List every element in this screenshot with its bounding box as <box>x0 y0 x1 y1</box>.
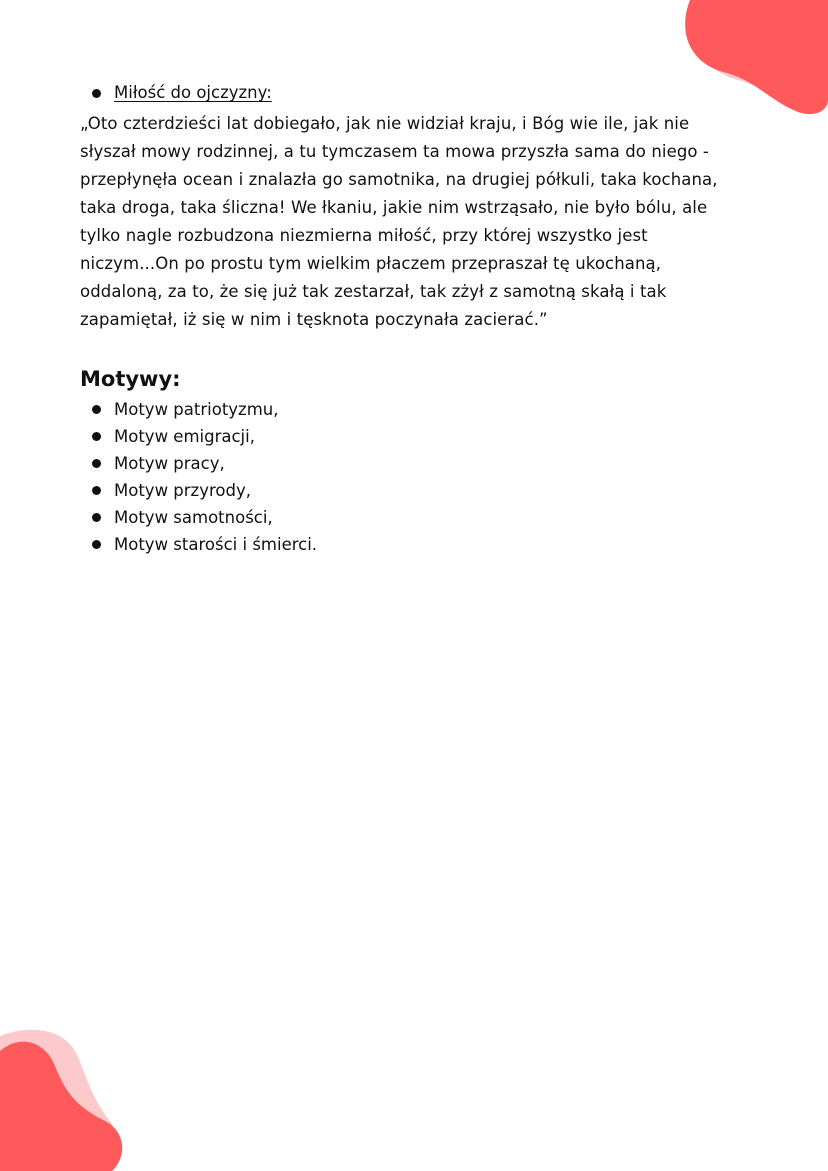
section-heading: Miłość do ojczyzny: <box>114 83 272 102</box>
decorative-blob-bottom-left <box>0 1026 130 1171</box>
motif-item-old-age-death: Motyw starości i śmierci. <box>80 531 740 558</box>
motif-item-nature: Motyw przyrody, <box>80 477 740 504</box>
blob-bottom-shadow <box>0 1030 115 1171</box>
section-heading-item <box>80 80 740 106</box>
motifs-list <box>80 396 740 558</box>
section-list <box>80 80 740 106</box>
motif-item-emigration: Motyw emigracji, <box>80 423 740 450</box>
motif-item-loneliness: Motyw samotności, <box>80 504 740 531</box>
quote-paragraph: „Oto czterdzieści lat dobiegało, jak nie widział kraju, i Bóg wie ile, jak nie słyszał mowy rodzinnej, a tu tymczasem ta mowa przyszła sama do niego - przepłynęła ocean i znalazła go samotnika, na drugiej półkuli, taka kochana, taka droga, taka śliczna! We łkaniu, jakie nim wstrząsało, nie było bólu, ale tylko nagle rozbudzona niezmierna miłość, przy której wszystko jest niczym...On po prostu tym wielkim płaczem przepraszał tę ukochaną, oddaloną, za to, że się już tak zestarzał, tak zżył z samotną skałą i tak zapamiętał, iż się w nim i tęsknota poczynała zacierać.” <box>80 114 718 329</box>
motifs-title: Motywy: <box>80 367 181 391</box>
motif-item-patriotism: Motyw patriotyzmu, <box>80 396 740 423</box>
page-content <box>80 80 740 558</box>
motif-item-work: Motyw pracy, <box>80 450 740 477</box>
blob-bottom-main <box>0 1042 122 1171</box>
